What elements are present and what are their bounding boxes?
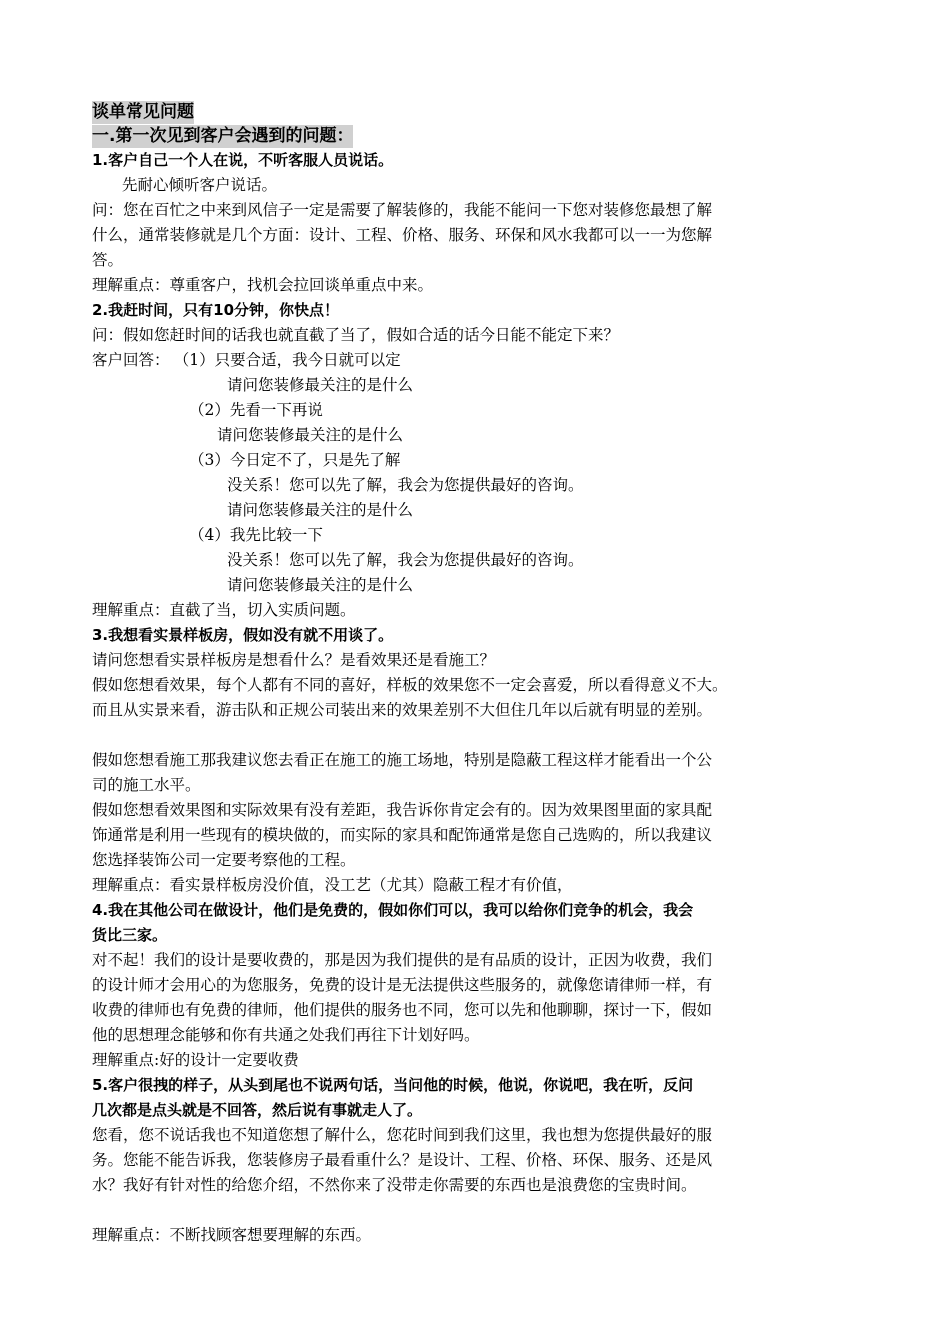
q4-key-point: 理解重点:好的设计一定要收费 <box>92 1051 299 1069</box>
q2-option-4: （4）我先比较一下 <box>189 526 323 544</box>
doc-title: 谈单常见问题 <box>92 102 194 122</box>
question-4-title: 4.我在其他公司在做设计，他们是免费的，假如你们可以，我可以给你们竞争的机会，我会 <box>92 901 694 919</box>
question-3-title: 3.我想看实景样板房，假如没有就不用谈了。 <box>92 626 394 644</box>
q2-reply: 请问您装修最关注的是什么 <box>227 376 414 394</box>
q2-reply: 没关系！您可以先了解，我会为您提供最好的咨询。 <box>227 551 584 569</box>
q2-option-3: （3）今日定不了，只是先了解 <box>189 451 401 469</box>
q5-blank-line <box>92 1198 872 1223</box>
q4-line: 对不起！我们的设计是要收费的，那是因为我们提供的是有品质的设计，正因为收费，我们 <box>92 951 713 969</box>
q1-line: 什么，通常装修就是几个方面：设计、工程、价格、服务、环保和风水我都可以一一为您解 <box>92 226 713 244</box>
q3-line: 而且从实景来看，游击队和正规公司装出来的效果差别不大但住几年以后就有明显的差别。 <box>92 701 713 719</box>
q2-reply: 没关系！您可以先了解，我会为您提供最好的咨询。 <box>227 476 584 494</box>
q2-reply-label: 客户回答： <box>92 351 170 369</box>
q4-line: 的设计师才会用心的为您服务，免费的设计是无法提供这些服务的，就像您请律师一样，有 <box>92 976 713 994</box>
question-5-title: 5.客户很拽的样子，从头到尾也不说两句话，当问他的时候，他说，你说吧，我在听，反问 <box>92 1076 694 1094</box>
question-2-title: 2.我赶时间，只有10分钟，你快点！ <box>92 301 340 319</box>
question-5-title-cont: 几次都是点头就是不回答，然后说有事就走人了。 <box>92 1101 423 1119</box>
q3-key-point: 理解重点：看实景样板房没价值，没工艺（尤其）隐蔽工程才有价值， <box>92 876 573 894</box>
q4-line: 他的思想理念能够和你有共通之处我们再往下计划好吗。 <box>92 1026 480 1044</box>
q5-key-point: 理解重点：不断找顾客想要理解的东西。 <box>92 1226 372 1244</box>
q5-line: 务。您能不能告诉我，您装修房子最看重什么？是设计、工程、价格、环保、服务、还是风 <box>92 1151 713 1169</box>
q3-line: 假如您想看施工那我建议您去看正在施工的施工场地，特别是隐蔽工程这样才能看出一个公 <box>92 751 713 769</box>
q1-line: 问：您在百忙之中来到风信子一定是需要了解装修的，我能不能问一下您对装修您最想了解 <box>92 201 713 219</box>
q3-blank-line <box>92 723 872 748</box>
q5-line: 您看，您不说话我也不知道您想了解什么，您花时间到我们这里，我也想为您提供最好的服 <box>92 1126 713 1144</box>
q2-option-1: （1）只要合适，我今日就可以定 <box>181 351 401 369</box>
question-1-title: 1.客户自己一个人在说，不听客服人员说话。 <box>92 151 394 169</box>
q3-line: 饰通常是利用一些现有的模块做的，而实际的家具和配饰通常是您自己选购的，所以我建议 <box>92 826 713 844</box>
q2-reply-row <box>92 348 872 373</box>
q2-option-2: （2）先看一下再说 <box>189 401 323 419</box>
q3-line: 您选择装饰公司一定要考察他的工程。 <box>92 851 356 869</box>
q2-key-point: 理解重点：直截了当，切入实质问题。 <box>92 601 356 619</box>
q3-line: 假如您想看效果图和实际效果有没有差距，我告诉你肯定会有的。因为效果图里面的家具配 <box>92 801 713 819</box>
q3-line: 司的施工水平。 <box>92 776 201 794</box>
q1-line: 答。 <box>92 251 124 269</box>
document-page <box>92 100 872 1248</box>
q1-line: 先耐心倾听客户说话。 <box>122 176 278 194</box>
q2-ask: 问：假如您赶时间的话我也就直截了当了，假如合适的话今日能不能定下来？ <box>92 326 620 344</box>
question-4-title-cont: 货比三家。 <box>92 926 168 944</box>
section-heading: 一.第一次见到客户会遇到的问题： <box>92 126 354 146</box>
q3-line: 请问您想看实景样板房是想看什么？是看效果还是看施工？ <box>92 651 496 669</box>
q1-key-point: 理解重点：尊重客户，找机会拉回谈单重点中来。 <box>92 276 434 294</box>
q3-line: 假如您想看效果，每个人都有不同的喜好，样板的效果您不一定会喜爱，所以看得意义不大。 <box>92 676 728 694</box>
q2-reply: 请问您装修最关注的是什么 <box>227 576 414 594</box>
q4-line: 收费的律师也有免费的律师，他们提供的服务也不同，您可以先和他聊聊，探讨一下，假如 <box>92 1001 713 1019</box>
q2-reply: 请问您装修最关注的是什么 <box>217 426 404 444</box>
q5-line: 水？我好有针对性的给您介绍，不然你来了没带走你需要的东西也是浪费您的宝贵时间。 <box>92 1176 697 1194</box>
q2-reply: 请问您装修最关注的是什么 <box>227 501 414 519</box>
